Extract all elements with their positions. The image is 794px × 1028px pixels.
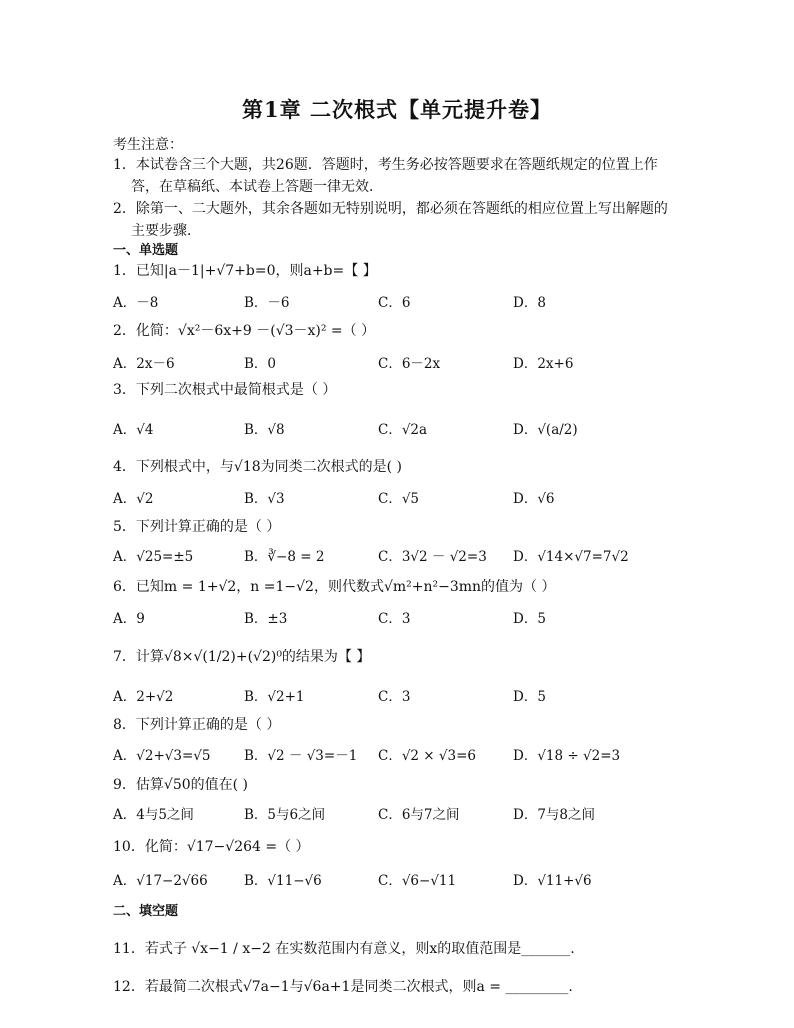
notice-item: 主要步骤． [131,223,201,239]
option-a: A．－8 [113,295,159,311]
option-c: C．3 [378,689,411,705]
question-stem: 7．计算√8×√(1/2)+(√2)⁰的结果为【 】 [113,649,371,665]
option-a: A．√4 [113,422,154,438]
option-c: C．3√2 － √2=3 [378,549,487,565]
question-stem: 4．下列根式中，与√18为同类二次根式的是( ) [113,459,403,475]
option-a: A．√2 [113,491,154,507]
option-a: A．9 [113,611,145,627]
option-b: B．5与6之间 [244,807,326,823]
question-stem: 8．下列计算正确的是（ ） [113,717,281,733]
option-a: A．2+√2 [113,689,174,705]
option-d: D．√(a/2) [513,422,578,438]
question-stem: 2．化简：√x²－6x+9 －(√3－x)² =（ ） [113,323,376,339]
option-a: A．√2+√3=√5 [113,748,211,764]
fill-question: 12．若最简二次根式√7a−1与√6a+1是同类二次根式，则a = _________. [113,979,573,995]
option-c: C．6 [378,295,411,311]
option-d: D．5 [513,689,546,705]
option-d: D．√14×√7=7√2 [513,549,629,565]
option-d: D．√18 ÷ √2=3 [513,748,621,764]
option-b: B．±3 [244,611,288,627]
page-title: 第1章 二次根式【单元提升卷】 [242,97,552,122]
option-d: D．2x+6 [513,356,574,372]
question-stem: 1．已知|a－1|+√7+b=0，则a+b=【 】 [113,263,377,279]
option-b: B．∛−8 = 2 [244,549,325,565]
question-stem: 10．化简：√17−√264 =（ ） [113,839,310,855]
option-c: C．√2a [378,422,428,438]
notice-item: 1．本试卷含三个大题，共26题．答题时，考生务必按答题要求在答题纸规定的位置上作 [113,157,658,173]
option-a: A．4与5之间 [113,807,194,823]
option-c: C．√6−√11 [378,873,457,889]
section-heading-single: 一、单选题 [113,243,179,258]
question-stem: 6．已知m = 1+√2，n =1−√2，则代数式√m²+n²−3mn的值为（ ） [113,579,556,595]
option-b: B．√3 [244,491,285,507]
option-c: C．6－2x [378,356,441,372]
option-b: B．√8 [244,422,285,438]
option-d: D．√6 [513,491,555,507]
option-c: C．3 [378,611,411,627]
option-b: B．－6 [244,295,290,311]
option-a: A．2x－6 [113,356,175,372]
option-b: B．√2 － √3=－1 [244,748,358,764]
section-heading-fill: 二、填空题 [113,904,179,919]
notice-heading: 考生注意： [113,137,183,153]
notice-item: 2．除第一、二大题外，其余各题如无特别说明，都必须在答题纸的相应位置上写出解题的 [113,201,668,217]
option-c: C．6与7之间 [378,807,460,823]
option-d: D．7与8之间 [513,807,596,823]
option-d: D．8 [513,295,546,311]
option-c: C．√5 [378,491,420,507]
option-a: A．√17−2√66 [113,873,208,889]
option-d: D．√11+√6 [513,873,592,889]
question-stem: 3．下列二次根式中最简根式是（ ） [113,382,337,398]
question-stem: 5．下列计算正确的是（ ） [113,519,281,535]
option-c: C．√2 × √3=6 [378,748,477,764]
option-d: D．5 [513,611,546,627]
fill-question: 11．若式子 √x−1 / x−2 在实数范围内有意义，则x的取值范围是_______. [113,941,575,957]
notice-item: 答，在草稿纸、本试卷上答题一律无效． [131,179,383,195]
question-stem: 9．估算√50的值在( ) [113,777,249,793]
option-b: B．0 [244,356,277,372]
option-b: B．√2+1 [244,689,305,705]
option-a: A．√25=±5 [113,549,194,565]
option-b: B．√11−√6 [244,873,322,889]
